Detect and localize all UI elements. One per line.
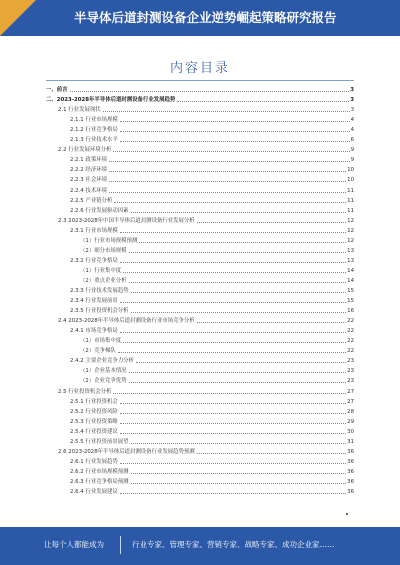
toc-entry-text: 2.1 行业发展现状 [58, 107, 101, 114]
toc-entry[interactable] [80, 237, 354, 245]
toc-page-number: 22 [347, 338, 354, 345]
toc-entry-text: 2.2.6 行业发展驱动因素 [70, 207, 129, 214]
toc-entry[interactable] [46, 86, 354, 94]
toc-page-number: 3 [350, 107, 354, 114]
toc-heading: 内容目录 [169, 61, 230, 76]
toc-entry-text: 2.4.2 主要企业竞争力分析 [70, 358, 134, 365]
toc-leader-dots [109, 166, 346, 172]
toc-entry-text: （1）行业市场规模预测 [80, 237, 138, 244]
toc-entry[interactable] [80, 367, 354, 375]
toc-page-number: 12 [347, 227, 354, 234]
toc-entry-text: （1）行业集中度 [80, 267, 122, 274]
toc-page-number: 16 [347, 308, 354, 315]
toc-leader-dots [129, 247, 347, 253]
toc-entry-text: 2.5.5 行业投资前景展望 [70, 438, 129, 445]
toc-entry[interactable] [58, 106, 354, 114]
toc-page-number: 13 [347, 247, 354, 254]
toc-entry[interactable] [80, 277, 354, 285]
toc-page-number: 28 [347, 408, 354, 415]
toc-leader-dots [120, 227, 346, 233]
toc-entry[interactable] [46, 96, 354, 104]
toc-entry-text: 2.6.2 行业市场规模预测 [70, 468, 129, 475]
toc-entry-text: 2.5 行业投资机会分析 [58, 388, 112, 395]
toc-page-number: 36 [347, 468, 354, 475]
toc-page-number: 30 [347, 428, 354, 435]
toc-entry-text: 二、2023-2028年半导体后道封测设备行业发展趋势 [46, 97, 176, 104]
toc-entry[interactable] [80, 247, 354, 255]
toc-entry-text: 2.5.1 行业投资机会 [70, 398, 118, 405]
toc-leader-dots [129, 377, 347, 383]
toc-entry-text: 2.2.2 经济环境 [70, 167, 107, 174]
toc-entry[interactable] [58, 388, 354, 396]
toc-entry-text: 2.6.4 行业发展建议 [70, 489, 118, 495]
page-marker [346, 513, 348, 515]
toc-page-number: 36 [347, 489, 354, 495]
toc-page-number: 4 [350, 127, 354, 134]
toc-leader-dots [131, 287, 347, 293]
footer-slogan-left: 让每个人都能成为 [44, 540, 104, 549]
toc-leader-dots [120, 428, 346, 434]
toc-leader-dots [103, 106, 350, 112]
toc-entry[interactable] [70, 156, 354, 164]
toc-leader-dots [114, 197, 346, 203]
toc-entry-text: 2.1.2 行业竞争格局 [70, 127, 118, 134]
toc-entry[interactable] [70, 428, 354, 436]
toc-entry[interactable] [80, 347, 354, 355]
toc-leader-dots [120, 116, 350, 122]
footer-separator [120, 536, 121, 554]
toc-leader-dots [120, 418, 346, 424]
report-title: 半导体后道封测设备企业逆势崛起策略研究报告 [74, 10, 337, 25]
toc-entry[interactable] [70, 357, 354, 365]
toc-leader-dots [131, 438, 347, 444]
toc-entry-text: 2.5.2 行业投资风险 [70, 408, 118, 415]
toc-entry-text: 2.5.3 行业投资策略 [70, 418, 118, 425]
toc-leader-dots [177, 96, 349, 102]
header-corner-accent [0, 0, 36, 36]
toc-page-number: 10 [347, 167, 354, 174]
toc-entry[interactable] [70, 287, 354, 295]
toc-entry-text: 2.3.1 行业市场规模 [70, 227, 118, 234]
toc-entry[interactable] [70, 468, 354, 476]
toc-entry-text: （2）企业竞争优势 [80, 378, 127, 385]
toc-leader-dots [120, 398, 346, 404]
toc-entry-text: 2.3.2 行业竞争格局 [70, 257, 118, 264]
toc-entry-text: 2.2.1 政策环境 [70, 157, 107, 164]
toc-entry[interactable] [70, 207, 354, 215]
toc-entry[interactable] [70, 478, 354, 486]
toc-page-number: 23 [347, 378, 354, 385]
report-footer [0, 527, 400, 565]
toc-entry[interactable] [70, 257, 354, 265]
toc-page-number: 11 [347, 207, 354, 214]
toc-page-number: 9 [350, 157, 354, 164]
toc-entry[interactable] [80, 267, 354, 275]
toc-entry[interactable] [70, 418, 354, 426]
toc-leader-dots [139, 237, 346, 243]
toc-entry[interactable] [70, 126, 354, 134]
toc-entry[interactable] [70, 197, 354, 205]
toc-leader-dots [120, 458, 346, 464]
toc-entry[interactable] [70, 488, 354, 496]
toc-divider [46, 80, 354, 81]
toc-page-number: 15 [347, 288, 354, 294]
toc-entry-text: （1）市场集中度 [80, 338, 122, 345]
toc-leader-dots [131, 478, 347, 484]
toc-page-number: 3 [350, 97, 354, 104]
toc-page-number: 13 [347, 257, 354, 264]
toc-entry-text: 2.3.5 行业投资机会分析 [70, 308, 129, 315]
toc-entry[interactable] [70, 458, 354, 466]
toc-page-number: 36 [347, 448, 354, 455]
toc-page-number: 4 [350, 117, 354, 124]
toc-entry[interactable] [70, 307, 354, 315]
toc-leader-dots [120, 257, 346, 263]
toc-page-number: 15 [347, 298, 354, 305]
toc-page-number: 27 [347, 388, 354, 395]
toc-entry-text: （2）细分市场规模 [80, 247, 127, 254]
toc-leader-dots [120, 126, 350, 132]
toc-leader-dots [70, 86, 350, 92]
toc-leader-dots [131, 468, 347, 474]
toc-leader-dots [123, 337, 346, 343]
toc-leader-dots [109, 156, 350, 162]
toc-entry[interactable] [80, 337, 354, 345]
toc-page-number: 12 [347, 217, 354, 224]
toc-entry[interactable] [58, 217, 354, 225]
toc-leader-dots [136, 357, 346, 363]
toc-leader-dots [131, 207, 347, 213]
toc-leader-dots [120, 488, 346, 494]
toc-entry-text: （1）企业基本情况 [80, 368, 127, 375]
toc-page-number: 9 [350, 147, 354, 154]
toc-entry[interactable] [70, 166, 354, 174]
toc-entry-text: 一、前言 [46, 87, 68, 93]
toc-leader-dots [113, 146, 349, 152]
toc-entry-text: 2.1.1 行业市场规模 [70, 117, 118, 124]
toc-entry-text: 2.3 2023-2028年中国半导体后道封测设备行业发展分析 [58, 217, 195, 224]
toc-entry[interactable] [70, 408, 354, 416]
toc-leader-dots [120, 327, 346, 333]
toc-page-number: 22 [347, 318, 354, 325]
toc-page-number: 36 [347, 458, 354, 465]
toc-leader-dots [123, 267, 346, 273]
toc-page-number: 27 [347, 398, 354, 405]
toc-entry[interactable] [70, 398, 354, 406]
toc-leader-dots [120, 297, 346, 303]
toc-entry[interactable] [58, 448, 354, 456]
toc-entry-text: 2.6.1 行业发展趋势 [70, 458, 118, 465]
toc-entry[interactable] [70, 297, 354, 305]
toc-page-number: 23 [347, 368, 354, 375]
toc-leader-dots [129, 367, 347, 373]
toc-page-number: 22 [347, 348, 354, 355]
toc-page-number: 36 [347, 478, 354, 485]
toc-entry-text: 2.1.3 行业技术水平 [70, 137, 118, 144]
toc-page-number: 31 [347, 438, 354, 445]
toc-page-number: 23 [347, 358, 354, 365]
toc-leader-dots [109, 176, 346, 182]
toc-entry-text: 2.4.1 市场竞争格局 [70, 328, 118, 335]
toc-entry[interactable] [70, 227, 354, 235]
toc-entry[interactable] [70, 438, 354, 446]
toc-page-number: 14 [347, 277, 354, 284]
toc-entry[interactable] [70, 136, 354, 144]
toc-leader-dots [129, 277, 347, 283]
toc-entry-text: 2.6.3 行业竞争格局预测 [70, 478, 129, 485]
toc-page-number: 29 [347, 418, 354, 425]
toc-entry[interactable] [70, 187, 354, 195]
toc-entry[interactable] [58, 317, 354, 325]
footer-slogan-right: 行业专家、管理专家、营销专家、战略专家、成功企业家…… [132, 540, 335, 549]
toc-entry[interactable] [80, 377, 354, 385]
toc-entry-text: 2.5.4 行业投资建议 [70, 428, 118, 435]
toc-page-number: 14 [347, 267, 354, 274]
toc-leader-dots [197, 448, 346, 454]
toc-page-number: 10 [347, 177, 354, 184]
toc-page-number: 22 [347, 328, 354, 335]
toc-entry-text: （2）重点企业分析 [80, 277, 127, 284]
toc-entry-text: 2.6 2023-2028年半导体后道封测设备行业发展趋势预测 [58, 448, 195, 455]
toc-page-number: 11 [347, 187, 354, 194]
report-header [0, 0, 400, 36]
toc-entry[interactable] [70, 116, 354, 124]
toc-entry-text: 2.2.5 产业链分析 [70, 197, 113, 204]
toc-leader-dots [118, 347, 346, 353]
toc-entry[interactable] [70, 327, 354, 335]
toc-entry-text: 2.2.4 技术环境 [70, 187, 107, 194]
toc-entry-text: 2.2 行业发展环境分析 [58, 147, 112, 154]
toc-leader-dots [109, 187, 346, 193]
toc-leader-dots [197, 217, 346, 223]
toc-entry[interactable] [70, 176, 354, 184]
toc-page-number: 11 [347, 197, 354, 204]
toc-page-number: 12 [347, 237, 354, 244]
toc-leader-dots [113, 388, 346, 394]
toc-page-number: 3 [350, 87, 354, 93]
toc-entry-text: （2）竞争梯队 [80, 348, 116, 355]
toc-leader-dots [120, 408, 346, 414]
toc-leader-dots [120, 136, 350, 142]
toc-entry-text: 2.3.3 行业技术发展趋势 [70, 288, 129, 294]
toc-leader-dots [131, 307, 347, 313]
toc-leader-dots [197, 317, 346, 323]
toc-entry-text: 2.4 2023-2028年半导体后道封测设备行业市场竞争分析 [58, 318, 195, 325]
toc-entry-text: 2.3.4 行业发展前景 [70, 298, 118, 305]
toc-entry-text: 2.2.3 社会环境 [70, 177, 107, 184]
toc-entry[interactable] [58, 146, 354, 154]
toc-page-number: 6 [350, 137, 354, 144]
